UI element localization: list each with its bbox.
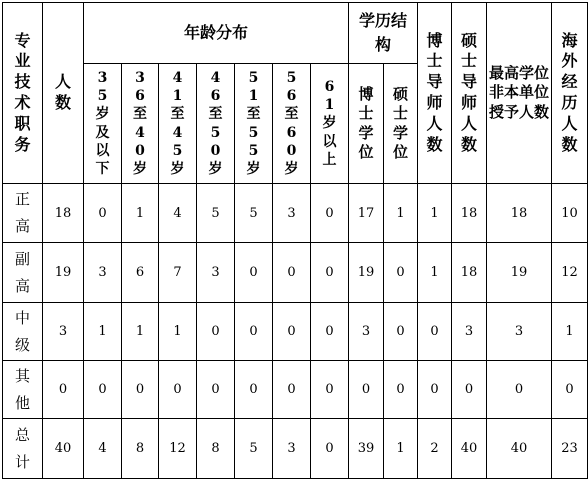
cell-age: 3 xyxy=(197,243,235,303)
row-title: 其他 xyxy=(3,361,43,419)
cell-master: 1 xyxy=(384,419,418,479)
education-header-master: 硕士学位 xyxy=(384,64,418,184)
cell-age: 0 xyxy=(273,303,311,361)
row-title: 副高 xyxy=(3,243,43,303)
cell-count: 40 xyxy=(43,419,84,479)
cell-age: 0 xyxy=(197,361,235,419)
cell-phd-supervisor: 1 xyxy=(418,184,452,243)
cell-phd-supervisor: 1 xyxy=(418,243,452,303)
cell-age: 0 xyxy=(311,184,349,243)
overseas-header: 海外经历人数 xyxy=(552,3,588,184)
cell-age: 0 xyxy=(84,184,122,243)
cell-age: 0 xyxy=(273,361,311,419)
cell-phd-supervisor: 2 xyxy=(418,419,452,479)
cell-age: 5 xyxy=(235,184,273,243)
cell-age: 6 xyxy=(122,243,159,303)
education-header-phd: 博士学位 xyxy=(349,64,384,184)
cell-external-degree: 3 xyxy=(487,303,552,361)
cell-overseas: 10 xyxy=(552,184,588,243)
cell-age: 5 xyxy=(235,419,273,479)
cell-age: 12 xyxy=(159,419,197,479)
age-header-36-40: 36至40岁 xyxy=(122,64,159,184)
cell-age: 0 xyxy=(197,303,235,361)
cell-age: 5 xyxy=(197,184,235,243)
cell-master-supervisor: 40 xyxy=(452,419,487,479)
cell-overseas: 12 xyxy=(552,243,588,303)
cell-external-degree: 0 xyxy=(487,361,552,419)
master-supervisor-header: 硕士导师人数 xyxy=(452,3,487,184)
external-degree-header: 最高学位非本单位授予人数 xyxy=(487,3,552,184)
cell-age: 0 xyxy=(84,361,122,419)
cell-age: 0 xyxy=(311,243,349,303)
cell-age: 0 xyxy=(235,243,273,303)
cell-overseas: 1 xyxy=(552,303,588,361)
count-header: 人数 xyxy=(43,3,84,184)
cell-overseas: 23 xyxy=(552,419,588,479)
cell-master-supervisor: 3 xyxy=(452,303,487,361)
row-title: 正高 xyxy=(3,184,43,243)
age-header-46-50: 46至50岁 xyxy=(197,64,235,184)
table-row xyxy=(3,243,588,303)
table-row xyxy=(3,361,588,419)
cell-count: 3 xyxy=(43,303,84,361)
cell-age: 1 xyxy=(122,184,159,243)
cell-phd: 3 xyxy=(349,303,384,361)
staff-statistics-table xyxy=(2,2,588,479)
cell-age: 0 xyxy=(273,243,311,303)
cell-count: 19 xyxy=(43,243,84,303)
cell-external-degree: 18 xyxy=(487,184,552,243)
table-row xyxy=(3,184,588,243)
cell-age: 1 xyxy=(122,303,159,361)
cell-master-supervisor: 18 xyxy=(452,184,487,243)
cell-phd: 39 xyxy=(349,419,384,479)
education-group-header: 学历结构 xyxy=(349,3,418,64)
cell-age: 3 xyxy=(84,243,122,303)
cell-age: 0 xyxy=(122,361,159,419)
table-container xyxy=(2,2,588,479)
cell-master-supervisor: 0 xyxy=(452,361,487,419)
cell-master: 0 xyxy=(384,303,418,361)
row-title: 中级 xyxy=(3,303,43,361)
row-title: 总计 xyxy=(3,419,43,479)
cell-master: 0 xyxy=(384,361,418,419)
cell-age: 3 xyxy=(273,184,311,243)
cell-age: 8 xyxy=(122,419,159,479)
phd-supervisor-header: 博士导师人数 xyxy=(418,3,452,184)
cell-master: 1 xyxy=(384,184,418,243)
col-title-header: 专业技术职务 xyxy=(3,3,43,184)
cell-age: 4 xyxy=(84,419,122,479)
cell-age: 0 xyxy=(311,419,349,479)
cell-master: 0 xyxy=(384,243,418,303)
cell-phd-supervisor: 0 xyxy=(418,361,452,419)
age-header-56-60: 56至60岁 xyxy=(273,64,311,184)
cell-age: 0 xyxy=(311,303,349,361)
cell-age: 0 xyxy=(235,361,273,419)
header-row-1 xyxy=(3,3,588,64)
cell-age: 0 xyxy=(159,361,197,419)
age-header-41-45: 41至45岁 xyxy=(159,64,197,184)
cell-count: 18 xyxy=(43,184,84,243)
cell-age: 0 xyxy=(235,303,273,361)
cell-external-degree: 40 xyxy=(487,419,552,479)
cell-phd: 0 xyxy=(349,361,384,419)
cell-age: 8 xyxy=(197,419,235,479)
cell-age: 1 xyxy=(84,303,122,361)
cell-external-degree: 19 xyxy=(487,243,552,303)
age-header-35-below: 35岁及以下 xyxy=(84,64,122,184)
table-row xyxy=(3,303,588,361)
cell-age: 3 xyxy=(273,419,311,479)
cell-master-supervisor: 18 xyxy=(452,243,487,303)
cell-phd: 17 xyxy=(349,184,384,243)
cell-count: 0 xyxy=(43,361,84,419)
table-row-total xyxy=(3,419,588,479)
age-header-61-above: 61岁以上 xyxy=(311,64,349,184)
age-header-51-55: 51至55岁 xyxy=(235,64,273,184)
cell-phd: 19 xyxy=(349,243,384,303)
cell-age: 7 xyxy=(159,243,197,303)
cell-overseas: 0 xyxy=(552,361,588,419)
age-group-header: 年龄分布 xyxy=(84,3,349,64)
cell-age: 1 xyxy=(159,303,197,361)
cell-age: 4 xyxy=(159,184,197,243)
cell-phd-supervisor: 0 xyxy=(418,303,452,361)
cell-age: 0 xyxy=(311,361,349,419)
